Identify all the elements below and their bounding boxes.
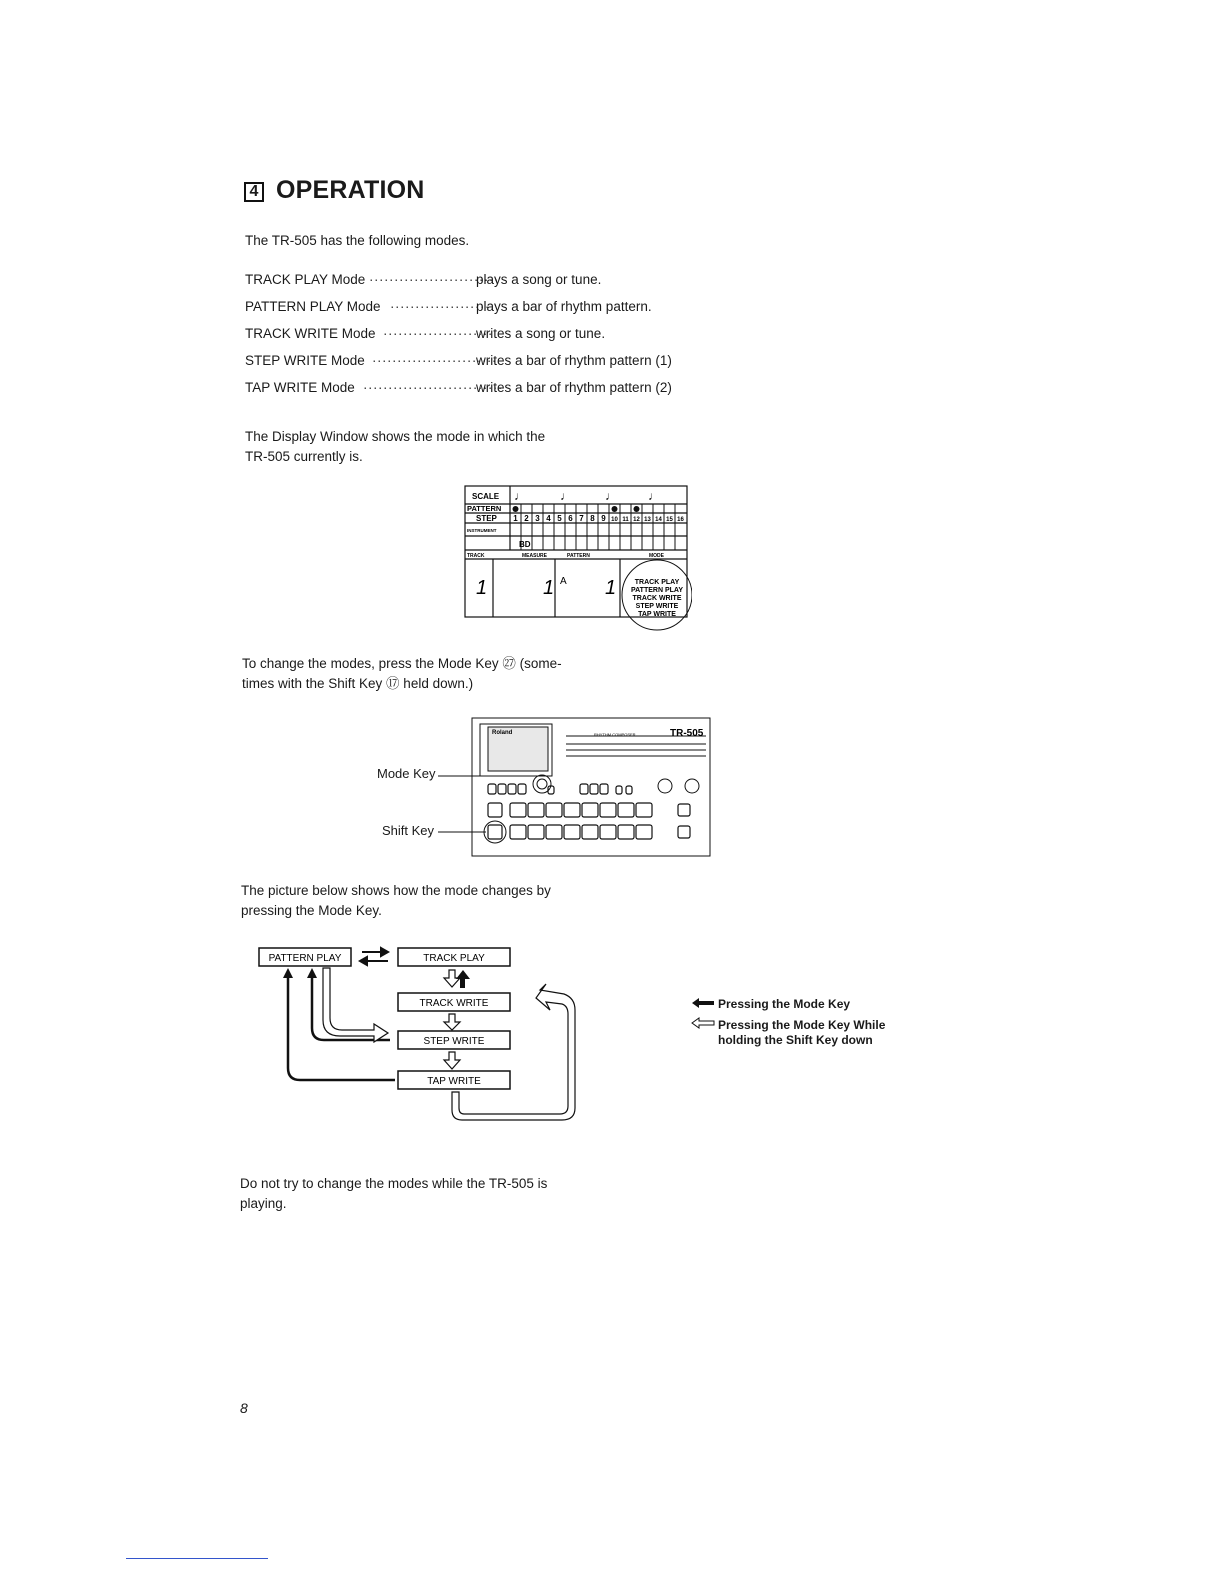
pad-key [488, 803, 502, 817]
pad-key [600, 803, 616, 817]
mode-header: MODE [649, 553, 664, 559]
pad-key [564, 825, 580, 839]
mode-leader: ·························· [369, 272, 499, 287]
small-key [498, 784, 506, 794]
step-number: 13 [644, 517, 651, 523]
text-line: Do not try to change the modes while the TR-505 is [240, 1176, 548, 1191]
pad-key [678, 804, 690, 816]
mode-list-item: TAP WRITE [638, 611, 676, 618]
mode-name: STEP WRITE Mode [245, 353, 365, 368]
mode-name: TAP WRITE Mode [245, 380, 355, 395]
mode-description: plays a bar of rhythm pattern. [476, 299, 652, 314]
mode-list-item: TRACK WRITE [632, 595, 682, 602]
pad-key [528, 825, 544, 839]
up-arrow-solid [456, 970, 470, 988]
mode-row [245, 272, 765, 292]
pad-key [510, 803, 526, 817]
text-line: The picture below shows how the mode changes by [241, 883, 551, 898]
pad-key [582, 803, 598, 817]
swap-arrows [360, 948, 388, 965]
pad-key [678, 826, 690, 838]
down-arrow-hollow [444, 1052, 460, 1069]
mode-leader: ···················· [390, 299, 490, 314]
step-number: 12 [633, 517, 640, 523]
text-line: pressing the Mode Key. [241, 903, 382, 918]
small-key [616, 786, 622, 794]
legend-icons [690, 997, 716, 1029]
text-line: The Display Window shows the mode in which the [245, 429, 546, 444]
step-number: 3 [535, 514, 540, 523]
section-number-box: 4 [244, 182, 264, 202]
mode-row [245, 353, 765, 373]
track-write-text: TRACK WRITE [419, 998, 489, 1009]
pad-key [546, 825, 562, 839]
mode-row [245, 299, 765, 319]
mode-row [245, 380, 765, 400]
step-number: 6 [568, 514, 573, 523]
mode-flow-diagram [250, 940, 590, 1130]
shift-key [488, 825, 502, 839]
pad-key [582, 825, 598, 839]
pad-key [636, 825, 652, 839]
mode-name: TRACK PLAY Mode [245, 272, 366, 287]
brand-label: Roland [492, 730, 513, 736]
note-glyph: ♩ [605, 489, 617, 503]
small-key [590, 784, 598, 794]
instrument-value: BD [519, 540, 531, 549]
display-window-figure [462, 484, 692, 634]
text-line: TR-505 currently is. [245, 449, 363, 464]
display-paragraph [245, 427, 545, 467]
pad-key [564, 803, 580, 817]
tap-write-text: TAP WRITE [427, 1076, 481, 1087]
flow-paragraph [241, 881, 551, 921]
small-key [508, 784, 516, 794]
pattern-play-text: PATTERN PLAY [268, 953, 342, 964]
solid-arrow-icon [692, 998, 714, 1008]
footer-rule [126, 1558, 268, 1559]
step-number: 14 [655, 517, 662, 523]
pattern-number: 1 [605, 577, 617, 599]
scale-label: SCALE [472, 492, 500, 501]
pattern-step-dot [612, 506, 618, 512]
step-number: 15 [666, 517, 673, 523]
mode-name: PATTERN PLAY Mode [245, 299, 381, 314]
model-label: TR-505 [670, 728, 704, 739]
pad-key [636, 803, 652, 817]
pattern-label: PATTERN [467, 504, 502, 513]
note-glyph: ♩ [648, 489, 660, 503]
mode-description: writes a bar of rhythm pattern (1) [476, 353, 672, 368]
pad-key [510, 825, 526, 839]
mode-leader: ···························· [363, 380, 503, 395]
pattern-step-dot [634, 506, 640, 512]
pad-key [618, 825, 634, 839]
step-number: 1 [513, 514, 518, 523]
small-key [488, 784, 496, 794]
mode-list-item: PATTERN PLAY [631, 587, 683, 594]
mode-description: plays a song or tune. [476, 272, 602, 287]
measure-value: 1 [543, 577, 555, 599]
step-number: 4 [546, 514, 551, 523]
section-title: OPERATION [276, 176, 425, 204]
pad-key [600, 825, 616, 839]
warning-paragraph [240, 1174, 547, 1214]
mode-leader: ························· [372, 353, 497, 368]
mode-leader: ······················ [383, 326, 493, 341]
small-key [518, 784, 526, 794]
step-number: 5 [557, 514, 562, 523]
mode-key-label: Mode Key [377, 766, 436, 781]
step-number: 2 [524, 514, 529, 523]
step-number: 7 [579, 514, 584, 523]
pattern-step-dot [513, 506, 519, 512]
legend-item-shift [718, 1018, 885, 1048]
step-number: 16 [677, 517, 684, 523]
step-number: 8 [590, 514, 595, 523]
small-key [580, 784, 588, 794]
hollow-arrow-icon [692, 1018, 714, 1028]
step-number: 11 [622, 517, 629, 523]
step-number: 9 [601, 514, 606, 523]
note-glyph: ♩ [560, 489, 572, 503]
mode-list-item: TRACK PLAY [634, 579, 680, 586]
mode-name: TRACK WRITE Mode [245, 326, 376, 341]
pattern-value: A [560, 576, 567, 587]
step-number: 10 [611, 517, 618, 523]
legend-item-mode-key: Pressing the Mode Key [718, 997, 851, 1011]
shift-key-label: Shift Key [382, 823, 435, 838]
pad-key [528, 803, 544, 817]
step-write-text: STEP WRITE [423, 1036, 485, 1047]
down-arrow-hollow [444, 1014, 460, 1030]
pad-key [546, 803, 562, 817]
mode-description: writes a bar of rhythm pattern (2) [476, 380, 672, 395]
text-line: times with the Shift Key ⑰ held down.) [242, 676, 474, 691]
small-key [626, 786, 632, 794]
pattern-header: PATTERN [567, 553, 590, 559]
measure-label: MEASURE [522, 553, 548, 559]
instrument-label: INSTRUMENT [467, 528, 497, 533]
page-number: 8 [240, 1400, 248, 1416]
text-line: playing. [240, 1196, 287, 1211]
track-value: 1 [476, 577, 488, 599]
mode-list-item: STEP WRITE [635, 603, 679, 610]
mode-description: writes a song or tune. [476, 326, 606, 341]
intro-text: The TR-505 has the following modes. [245, 233, 470, 248]
change-paragraph [242, 654, 562, 694]
device-subtitle: RHYTHM COMPOSER [594, 732, 636, 737]
note-glyph: ♩ [514, 489, 526, 503]
pad-key [618, 803, 634, 817]
tr505-device-illustration [438, 714, 714, 860]
text-line: Pressing the Mode Key While [718, 1018, 886, 1032]
mode-row [245, 326, 765, 346]
track-play-text: TRACK PLAY [423, 953, 485, 964]
small-key [600, 784, 608, 794]
text-line: To change the modes, press the Mode Key ㉗ (some- [242, 656, 562, 671]
step-label: STEP [476, 514, 497, 523]
track-label: TRACK [467, 553, 485, 559]
text-line: holding the Shift Key down [718, 1033, 873, 1047]
